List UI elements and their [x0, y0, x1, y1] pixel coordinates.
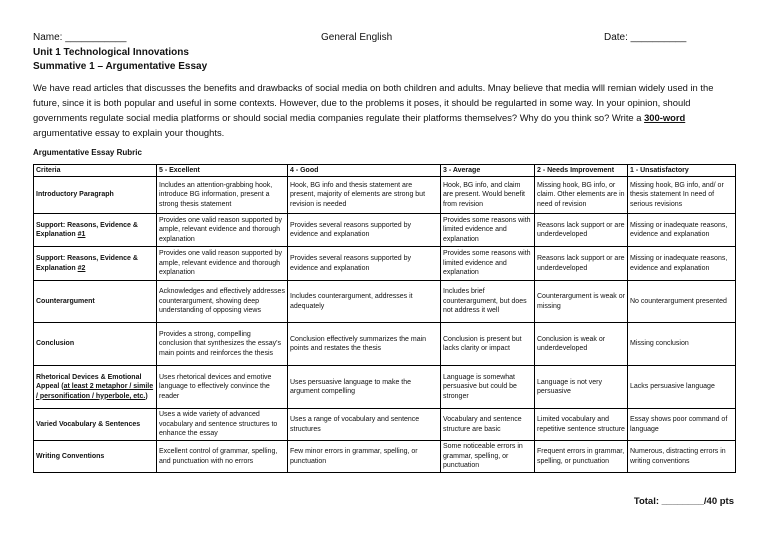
table-row: [34, 177, 736, 214]
rubric-cell: Includes brief counterargument, but does not address it well: [441, 281, 535, 323]
rubric-cell: Provides a strong, compelling conclusion that synthesizes the essay's main points and reinforces the thesis: [157, 323, 288, 366]
rubric-cell: Uses persuasive language to make the argument compelling: [288, 366, 441, 409]
rubric-cell: Provides one valid reason supported by ample, relevant evidence and thorough explanation: [157, 214, 288, 247]
criteria-cell: [34, 214, 157, 247]
table-row: [34, 409, 736, 441]
rubric-cell: Conclusion effectively summarizes the main points and restates the thesis: [288, 323, 441, 366]
rubric-cell: Missing conclusion: [628, 323, 736, 366]
rubric-header-row: [34, 165, 736, 177]
criteria-examples: at least 2 metaphor / simile / personification / hyperbole, etc.: [36, 383, 154, 400]
rubric-cell: Conclusion is present but lacks clarity or impact: [441, 323, 535, 366]
criteria-cell: Varied Vocabulary & Sentences: [34, 409, 157, 441]
rubric-cell: Missing or inadequate reasons, evidence and explanation: [628, 247, 736, 281]
table-row: [34, 366, 736, 409]
rubric-cell: Missing hook, BG info, or claim. Other elements are in need of revision: [535, 177, 628, 214]
criteria-close: ): [145, 392, 148, 400]
criteria-text: Support: Reasons, Evidence & Explanation: [36, 221, 138, 238]
rubric-cell: Provides several reasons supported by evidence and explanation: [288, 214, 441, 247]
rubric-cell: Limited vocabulary and repetitive sentence structure: [535, 409, 628, 441]
criteria-cell: Introductory Paragraph: [34, 177, 157, 214]
criteria-cell: Counterargument: [34, 281, 157, 323]
header-needs-improvement: 2 - Needs Improvement: [535, 165, 628, 177]
prompt-text: We have read articles that discusses the benefits and drawbacks of social media on both children and adults. Mnay believe that media wlll remian widely used in the future, since it is both popular and useful in some contexts. However, due to the problems it poses, it should be regularted in some way. In your opinion, should governments regulate social media platforms or should social media companies regulate their platforms themselves? Why do you think so? Write a: [33, 82, 714, 123]
rubric-cell: Uses rhetorical devices and emotive language to effectively convince the reader: [157, 366, 288, 409]
criteria-number: #1: [77, 231, 86, 238]
rubric-cell: Hook, BG info and thesis statement are present, majority of elements are strong but revision is needed: [288, 177, 441, 214]
header-good: 4 - Good: [288, 165, 441, 177]
rubric-cell: Some noticeable errors in grammar, spelling, or punctuation: [441, 441, 535, 473]
rubric-cell: Acknowledges and effectively addresses counterargument, showing deep understanding of opposing views: [157, 281, 288, 323]
rubric-title: Argumentative Essay Rubric: [33, 148, 142, 157]
rubric-table: [33, 164, 736, 473]
total-score: Total: ________/40 pts: [633, 496, 734, 507]
rubric-cell: Lacks persuasive language: [628, 366, 736, 409]
rubric-cell: Conclusion is weak or underdeveloped: [535, 323, 628, 366]
rubric-cell: Few minor errors in grammar, spelling, or punctuation: [288, 441, 441, 473]
rubric-cell: Missing hook, BG info, and/ or thesis statement In need of serious revisions: [628, 177, 736, 214]
rubric-cell: Essay shows poor command of language: [628, 409, 736, 441]
criteria-cell: Conclusion: [34, 323, 157, 366]
criteria-cell: Writing Conventions: [34, 441, 157, 473]
essay-prompt: [33, 80, 735, 140]
criteria-cell: [34, 366, 157, 409]
rubric-cell: Numerous, distracting errors in writing conventions: [628, 441, 736, 473]
rubric-cell: Language is not very persuasive: [535, 366, 628, 409]
word-count: 300-word: [644, 112, 686, 123]
rubric-cell: Includes counterargument, addresses it adequately: [288, 281, 441, 323]
rubric-cell: Reasons lack support or are underdeveloped: [535, 247, 628, 281]
table-row: [34, 247, 736, 281]
rubric-cell: Uses a wide variety of advanced vocabulary and sentence structures to enhance the essay: [157, 409, 288, 441]
header-average: 3 - Average: [441, 165, 535, 177]
rubric-cell: Counterargument is weak or missing: [535, 281, 628, 323]
criteria-text: Support: Reasons, Evidence & Explanation: [36, 255, 138, 272]
rubric-cell: Frequent errors in grammar, spelling, or punctuation: [535, 441, 628, 473]
unit-title: Unit 1 Technological Innovations: [33, 47, 189, 58]
worksheet-page: [33, 32, 737, 473]
rubric-cell: Language is somewhat persuasive but could be stronger: [441, 366, 535, 409]
header-criteria: Criteria: [34, 165, 157, 177]
criteria-number: #2: [77, 264, 86, 272]
prompt-text-end: argumentative essay to explain your thoughts.: [33, 127, 225, 138]
header-unsatisfactory: 1 - Unsatisfactory: [628, 165, 736, 177]
table-row: [34, 441, 736, 473]
table-row: [34, 214, 736, 247]
rubric-cell: Excellent control of grammar, spelling, and punctuation with no errors: [157, 441, 288, 473]
rubric-cell: Uses a range of vocabulary and sentence structures: [288, 409, 441, 441]
assignment-title: Summative 1 – Argumentative Essay: [33, 61, 208, 72]
rubric-cell: Vocabulary and sentence structure are basic: [441, 409, 535, 441]
header-line: [33, 32, 737, 46]
rubric-cell: Provides some reasons with limited evidence and explanation: [441, 214, 535, 247]
table-row: [34, 281, 736, 323]
rubric-cell: Includes an attention-grabbing hook, introduce BG information, present a strong thesis statement: [157, 177, 288, 214]
name-field-label: Name: ___________: [33, 32, 127, 43]
rubric-cell: Provides some reasons with limited evidence and explanation: [441, 247, 535, 281]
criteria-cell: [34, 247, 157, 281]
rubric-cell: Provides several reasons supported by evidence and explanation: [288, 247, 441, 281]
rubric-cell: Hook, BG info, and claim are present. Would benefit from revision: [441, 177, 535, 214]
rubric-cell: No counterargument presented: [628, 281, 736, 323]
header-excellent: 5 - Excellent: [157, 165, 288, 177]
date-field-label: Date: __________: [604, 32, 687, 43]
rubric-cell: Missing or inadequate reasons, evidence and explanation: [628, 214, 736, 247]
table-row: [34, 323, 736, 366]
subject-label: General English: [321, 32, 393, 43]
criteria-text: Rhetorical Devices & Emotional Appeal (: [36, 373, 142, 391]
rubric-cell: Reasons lack support or are underdeveloped: [535, 214, 628, 247]
rubric-cell: Provides one valid reason supported by ample, relevant evidence and thorough explanation: [157, 247, 288, 281]
